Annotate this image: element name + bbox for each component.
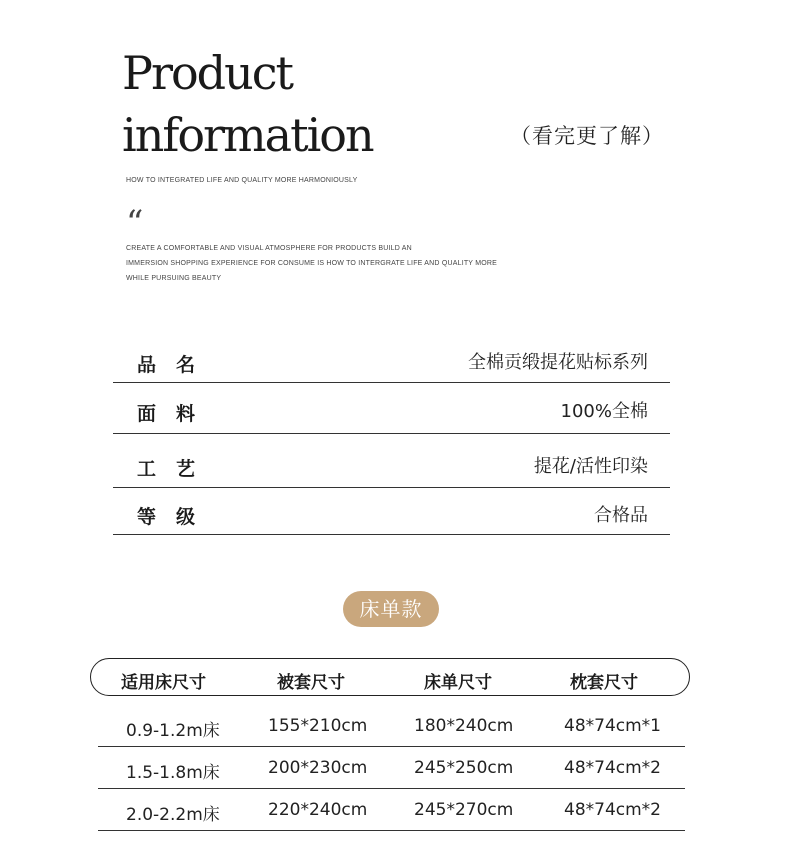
header-duvet-size: 被套尺寸 xyxy=(277,673,345,693)
paragraph-line: WHILE PURSUING BEAUTY xyxy=(126,275,222,282)
info-row-name xyxy=(113,334,670,383)
title-product: Product xyxy=(122,46,292,100)
paragraph-line: CREATE A COMFORTABLE AND VISUAL ATMOSPHERE FOR PRODUCTS BUILD AN xyxy=(126,245,412,252)
table-row xyxy=(98,706,685,747)
info-value: 提花/活性印染 xyxy=(533,456,648,477)
info-label: 工艺 xyxy=(137,458,216,480)
header-bed-size: 适用床尺寸 xyxy=(121,673,206,693)
paragraph-line: IMMERSION SHOPPING EXPERIENCE FOR CONSUME IS HOW TO INTERGRATE LIFE AND QUALITY MORE xyxy=(126,260,497,267)
info-value: 合格品 xyxy=(594,505,648,526)
table-cell: 0.9-1.2m床 xyxy=(126,721,220,741)
info-row-grade xyxy=(113,488,670,535)
table-cell: 48*74cm*1 xyxy=(564,716,661,736)
table-row xyxy=(98,748,685,789)
info-label: 面料 xyxy=(137,403,216,425)
tagline: HOW TO INTEGRATED LIFE AND QUALITY MORE HARMONIOUSLY xyxy=(126,177,358,184)
info-row-fabric xyxy=(113,383,670,434)
table-cell: 245*250cm xyxy=(414,758,514,778)
info-label: 品名 xyxy=(137,354,216,376)
subtitle-cn: （看完更了解） xyxy=(510,124,664,148)
table-cell: 48*74cm*2 xyxy=(564,758,661,778)
quote-icon: “ xyxy=(126,203,144,243)
table-cell: 220*240cm xyxy=(268,800,368,820)
table-row xyxy=(98,790,685,831)
size-table-body xyxy=(98,706,685,832)
title-information: information xyxy=(122,108,373,162)
header-sheet-size: 床单尺寸 xyxy=(424,673,492,693)
table-cell: 48*74cm*2 xyxy=(564,800,661,820)
info-value: 100%全棉 xyxy=(560,401,648,422)
intro-paragraph xyxy=(126,241,546,286)
table-cell: 245*270cm xyxy=(414,800,514,820)
section-badge: 床单款 xyxy=(343,591,439,627)
info-value: 全棉贡缎提花贴标系列 xyxy=(468,352,648,373)
size-table-header xyxy=(90,658,690,696)
product-info-table xyxy=(113,334,670,535)
table-cell: 1.5-1.8m床 xyxy=(126,763,220,783)
table-cell: 180*240cm xyxy=(414,716,514,736)
table-cell: 155*210cm xyxy=(268,716,368,736)
info-row-craft xyxy=(113,434,670,488)
table-cell: 200*230cm xyxy=(268,758,368,778)
info-label: 等级 xyxy=(137,506,216,528)
table-cell: 2.0-2.2m床 xyxy=(126,805,220,825)
header-pillowcase-size: 枕套尺寸 xyxy=(570,673,638,693)
